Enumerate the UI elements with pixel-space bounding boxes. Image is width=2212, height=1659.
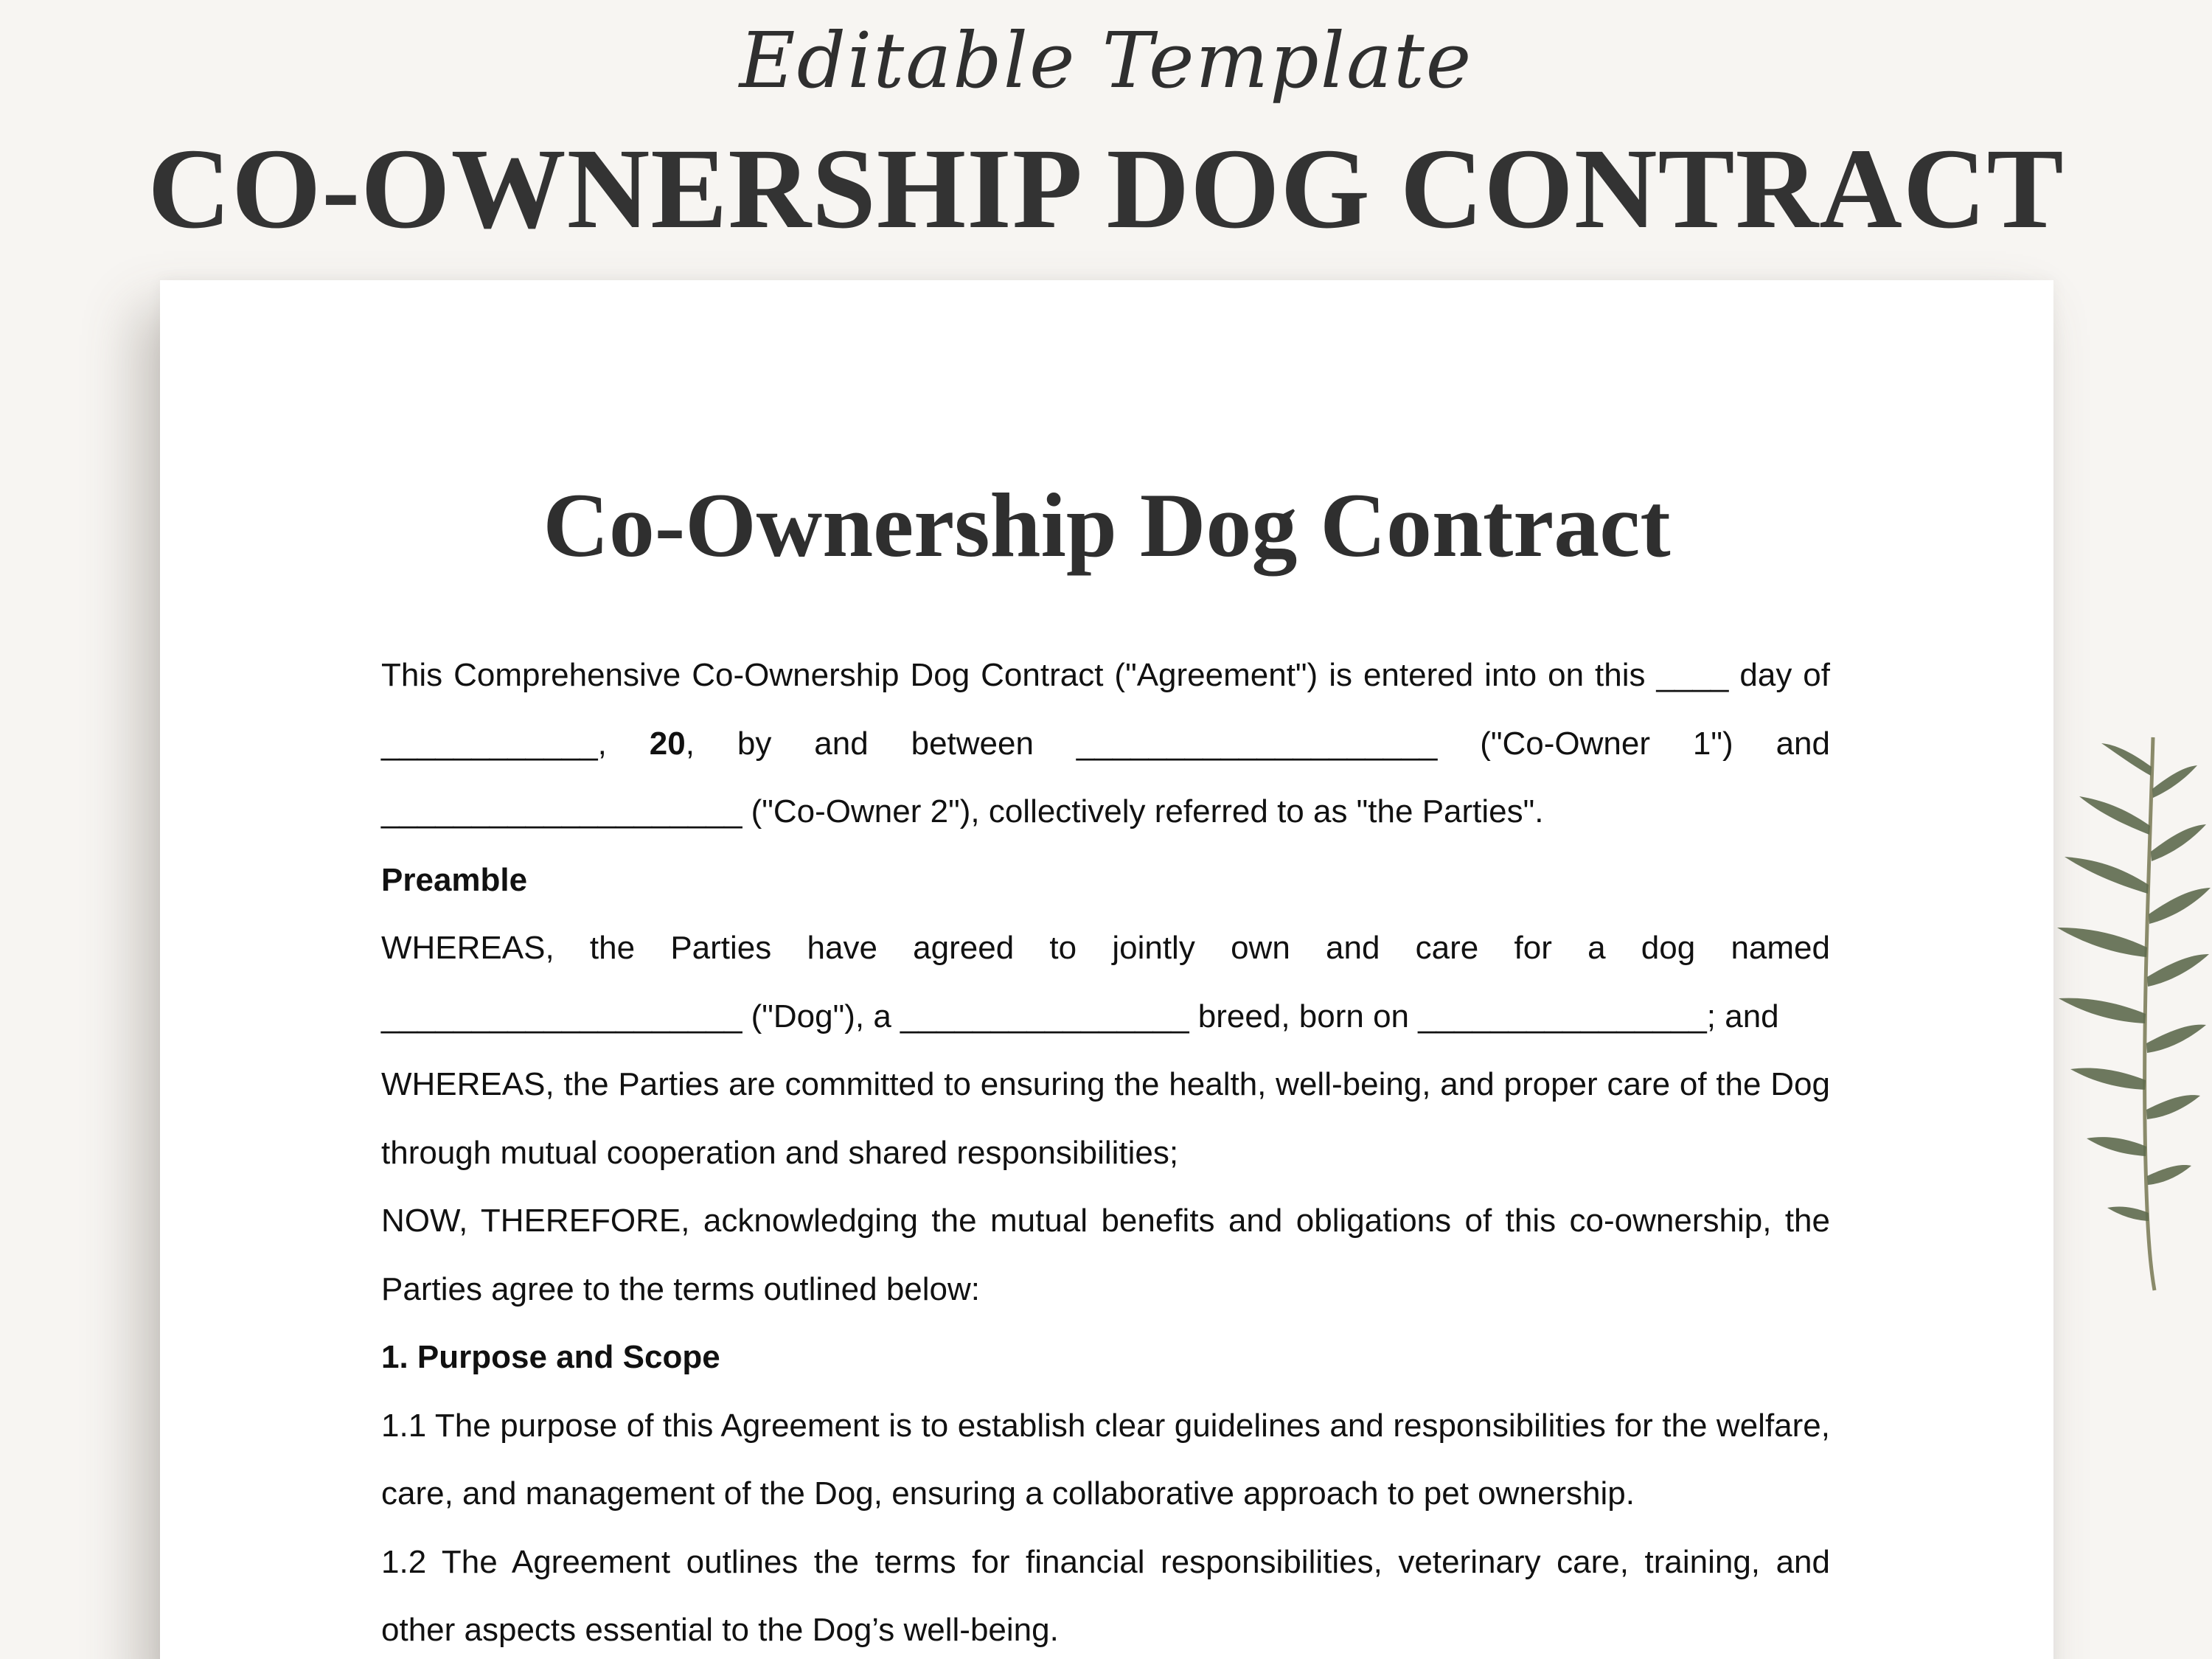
banner-title: CO-OWNERSHIP DOG CONTRACT — [147, 125, 2065, 252]
document-title: Co-Ownership Dog Contract — [543, 475, 1671, 576]
clause-1-1: 1.1 The purpose of this Agreement is to establish clear guidelines and responsibilities for the welfare, care, and management of the Dog, ensuring a collaborative approach to pet ownership. — [381, 1407, 1830, 1512]
intro-year: 20 — [649, 725, 686, 762]
whereas-paragraph-1: WHEREAS, the Parties have agreed to jointly own and care for a dog named ____________________ ("Dog"), a ________________ breed, born on ________________; and — [381, 930, 1830, 1034]
intro-paragraph — [381, 641, 1830, 846]
rosemary-sprig-icon — [1991, 723, 2212, 1298]
document-page — [160, 280, 2053, 1659]
preamble-heading: Preamble — [381, 861, 528, 898]
now-therefore-paragraph: NOW, THEREFORE, acknowledging the mutual benefits and obligations of this co-ownership, the Parties agree to the terms outlined below: — [381, 1203, 1830, 1307]
section-heading-purpose: 1. Purpose and Scope — [381, 1339, 720, 1375]
whereas-paragraph-2: WHEREAS, the Parties are committed to ensuring the health, well-being, and proper care of the Dog through mutual cooperation and shared responsibilities; — [381, 1066, 1830, 1171]
script-subtitle: Editable Template — [739, 15, 1473, 105]
document-body — [381, 641, 1830, 1659]
intro-text-start: This Comprehensive Co-Ownership Dog Contract ("Agreement") is entered into on this ____ day of ____________, — [381, 657, 1830, 762]
intro-text-end: , by and between ____________________ ("Co-Owner 1") and ____________________ ("Co-Owner 2"), collectively referred to as "the Parties". — [381, 725, 1830, 830]
clause-1-2: 1.2 The Agreement outlines the terms for financial responsibilities, veterinary care, training, and other aspects essential to the Dog’s well-being. — [381, 1543, 1830, 1648]
